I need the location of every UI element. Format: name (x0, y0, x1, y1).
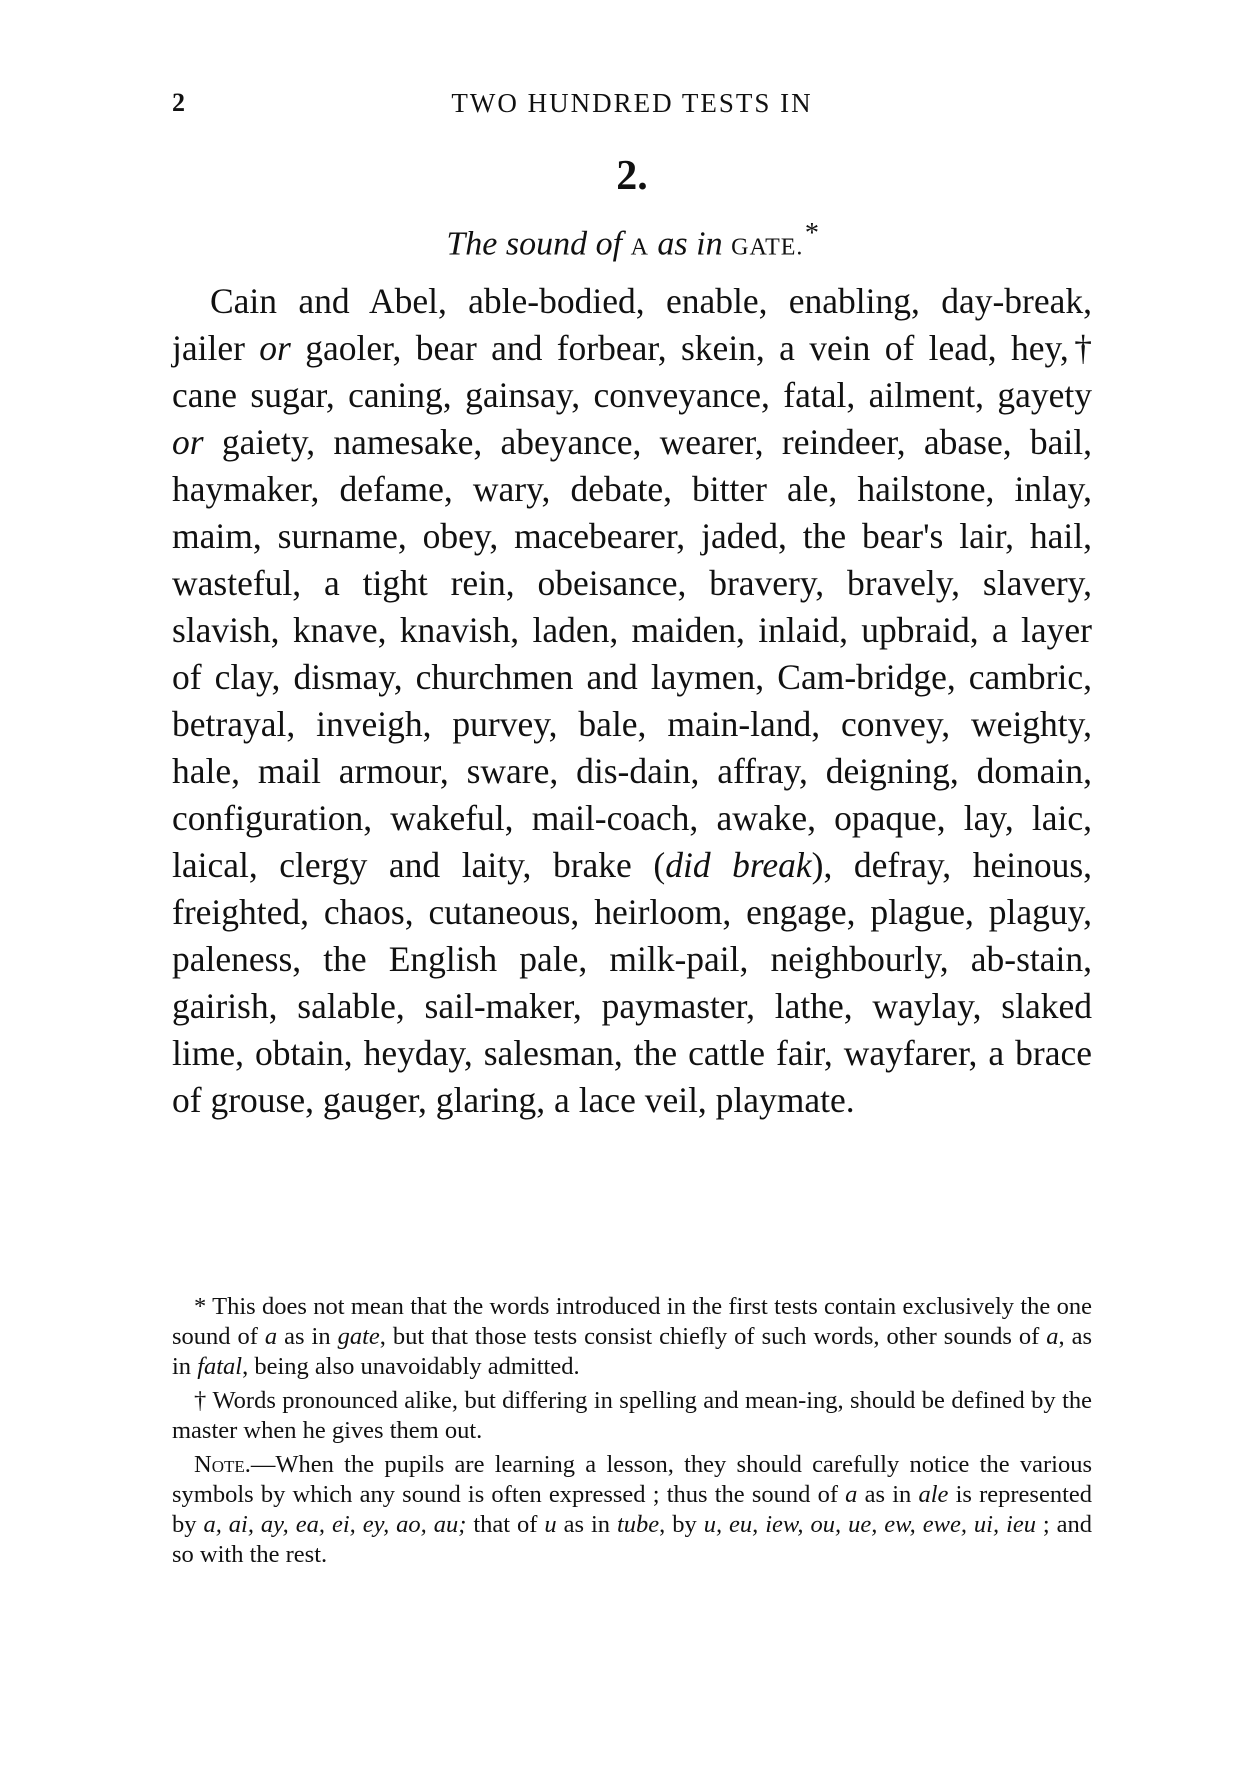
note-text-1: —When the pupils are learning a lesson, they should carefully notice the various symbols by which any sound is often expressed ; thus the sound of (172, 1451, 1092, 1508)
footnote-star-mark: * (194, 1293, 207, 1320)
footnote-star-fatal: fatal (197, 1353, 243, 1380)
subtitle-letter: A (630, 234, 649, 261)
footnote-star-text-4: , as in (172, 1323, 1093, 1380)
subtitle-mid: as in (657, 225, 723, 263)
footnote-dagger-text: Words pronounced alike, but differing in spelling and mean-ing, should be defined by the master when he gives them out. (172, 1387, 1093, 1444)
dagger-mark: † (1068, 328, 1093, 368)
footnote-star-gate: gate (337, 1323, 380, 1350)
footnote-star (172, 1292, 1092, 1382)
word-list-paragraph (172, 278, 1092, 1124)
subtitle-word: GATE. (731, 234, 804, 261)
note-text-2: as in (864, 1481, 912, 1508)
note-text-4: that of (473, 1511, 538, 1538)
page-header (172, 88, 1092, 128)
footnote-star-text-1: This does not mean that the words introduced in the first tests contain exclusively the one sound of (172, 1293, 1092, 1350)
body-or-1: or (259, 328, 291, 368)
note-text-3: is represented by (172, 1481, 1093, 1538)
note-u: u (544, 1511, 557, 1538)
body-or-2: or (172, 422, 204, 462)
footnote-star-a-2: a (1046, 1323, 1059, 1350)
note-ale: ale (918, 1481, 949, 1508)
body-part-5: ), defray, heinous, freighted, chaos, cutaneous, heirloom, engage, plague, plaguy, paleness, the English pale, milk-pail, neighbourly, ab-stain, gairish, salable, sail-maker, paymaster, lathe, waylay, slaked lime, obtain, heyday, salesman, the cattle fair, wayfarer, a brace of grouse, gauger, glaring, a lace veil, playmate. (172, 845, 1093, 1120)
subtitle-prefix: The sound of (446, 225, 623, 263)
footnote-dagger-mark: † (194, 1387, 207, 1414)
body-part-4: gaiety, namesake, abeyance, wearer, reindeer, abase, bail, haymaker, defame, wary, debate, bitter ale, hailstone, inlay, maim, surname, obey, macebearer, jaded, the bear's lair, hail, wasteful, a tight rein, obeisance, bravery, bravely, slavery, slavish, knave, knavish, laden, maiden, inlaid, upbraid, a layer of clay, dismay, churchmen and laymen, Cam-bridge, cambric, betrayal, inveigh, purvey, bale, main-land, convey, weighty, hale, mail armour, sware, dis-dain, affray, deigning, domain, configuration, wakeful, mail-coach, awake, opaque, lay, laic, laical, clergy and laity, brake ( (172, 422, 1092, 885)
note-a-symbols: a, ai, ay, ea, ei, ey, ao, au; (203, 1511, 467, 1538)
footnote-star-a-1: a (264, 1323, 278, 1350)
footnote-star-text-3: , but that those tests consist chiefly of such words, other sounds of (379, 1323, 1040, 1350)
body-part-1: Cain and Abel, able-bodied, enable, enabling, day-break, jailer (172, 281, 1092, 368)
body-did-break: did break (665, 845, 812, 885)
running-title: TWO HUNDRED TESTS IN (451, 88, 813, 118)
note-text-5: as in (563, 1511, 611, 1538)
body-part-2: gaoler, bear and forbear, skein, a vein of lead, hey, (305, 328, 1069, 368)
note-tube: tube (616, 1511, 660, 1538)
footnote-note (172, 1450, 1092, 1570)
footnote-star-text-5: , being also unavoidably admitted. (242, 1353, 580, 1380)
footnote-dagger (172, 1386, 1092, 1446)
note-text-6: , by (659, 1511, 697, 1538)
footnote-star-text-2: as in (284, 1323, 331, 1350)
note-label: Note. (194, 1451, 251, 1478)
section-subtitle (172, 218, 1092, 263)
note-a: a (845, 1481, 858, 1508)
footnotes (172, 1292, 1092, 1574)
body-part-3: cane sugar, caning, gainsay, conveyance, fatal, ailment, gayety (172, 375, 1092, 415)
page-number: 2 (172, 88, 185, 117)
test-number: 2. (616, 153, 648, 199)
note-text-7: ; and so with the rest. (172, 1511, 1093, 1568)
subtitle-footnote-mark: * (803, 218, 818, 249)
note-u-symbols: u, eu, iew, ou, ue, ew, ewe, ui, ieu (703, 1511, 1036, 1538)
